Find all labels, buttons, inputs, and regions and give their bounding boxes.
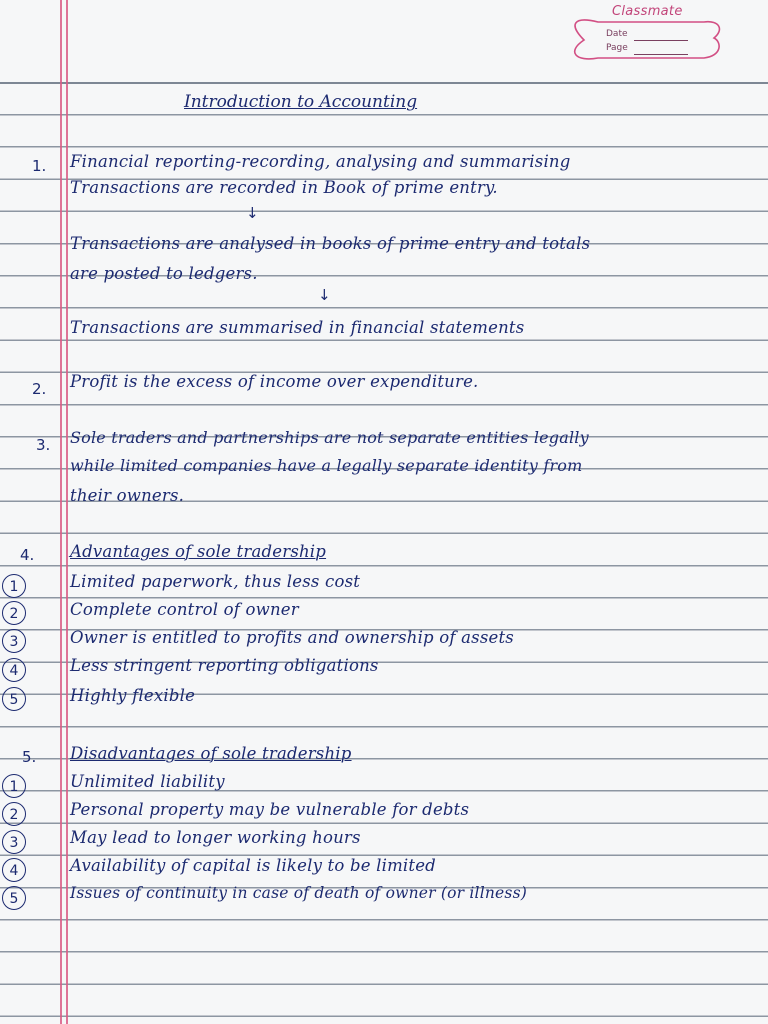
- brand-stamp: [564, 2, 728, 68]
- page-title: Introduction to Accounting: [184, 92, 418, 112]
- section-line: Transactions are summarised in financial statements: [70, 318, 525, 337]
- item-number: 4: [2, 658, 26, 682]
- item-number: 2: [2, 601, 26, 625]
- date-fill-line: [634, 40, 688, 41]
- date-label: Date: [606, 29, 628, 39]
- item-number: 4: [2, 858, 26, 882]
- section-line: their owners.: [70, 486, 185, 505]
- item-number: 1: [2, 774, 26, 798]
- list-item: Availability of capital is likely to be limited: [70, 856, 436, 875]
- list-item: Personal property may be vulnerable for debts: [70, 800, 470, 819]
- item-number: 3: [2, 629, 26, 653]
- list-item: Issues of continuity in case of death of owner (or illness): [70, 884, 527, 902]
- header-rule: [0, 82, 768, 84]
- section-number: 4.: [20, 546, 35, 564]
- list-item: May lead to longer working hours: [70, 828, 361, 847]
- section-line: Sole traders and partnerships are not separate entities legally: [70, 428, 589, 447]
- margin-line-inner: [66, 0, 68, 1024]
- item-number: 5: [2, 687, 26, 711]
- section-number: 3.: [36, 436, 51, 454]
- section-number: 1.: [32, 157, 47, 175]
- section-heading: Advantages of sole tradership: [70, 542, 327, 561]
- page-fill-line: [634, 54, 688, 55]
- section-line: Transactions are recorded in Book of prime entry.: [70, 178, 498, 197]
- section-line: Transactions are analysed in books of prime entry and totals: [70, 234, 591, 253]
- list-item: Unlimited liability: [70, 772, 225, 791]
- down-arrow-icon: ↓: [246, 204, 259, 222]
- item-number: 1: [2, 574, 26, 598]
- brand-name: Classmate: [612, 4, 683, 19]
- item-number: 3: [2, 830, 26, 854]
- section-number: 2.: [32, 380, 47, 398]
- section-number: 5.: [22, 748, 37, 766]
- section-line: while limited companies have a legally separate identity from: [70, 456, 583, 475]
- section-line: Financial reporting-recording, analysing and summarising: [70, 152, 571, 171]
- item-number: 5: [2, 886, 26, 910]
- list-item: Highly flexible: [70, 686, 196, 705]
- item-number: 2: [2, 802, 26, 826]
- list-item: Limited paperwork, thus less cost: [70, 572, 361, 591]
- list-item: Less stringent reporting obligations: [70, 656, 379, 675]
- margin-line: [60, 0, 62, 1024]
- down-arrow-icon: ↓: [318, 286, 331, 304]
- page-label: Page: [606, 43, 628, 53]
- list-item: Complete control of owner: [70, 600, 299, 619]
- section-line: are posted to ledgers.: [70, 264, 258, 283]
- list-item: Owner is entitled to profits and ownership of assets: [70, 628, 514, 647]
- section-heading: Disadvantages of sole tradership: [70, 744, 352, 763]
- section-line: Profit is the excess of income over expenditure.: [70, 372, 479, 391]
